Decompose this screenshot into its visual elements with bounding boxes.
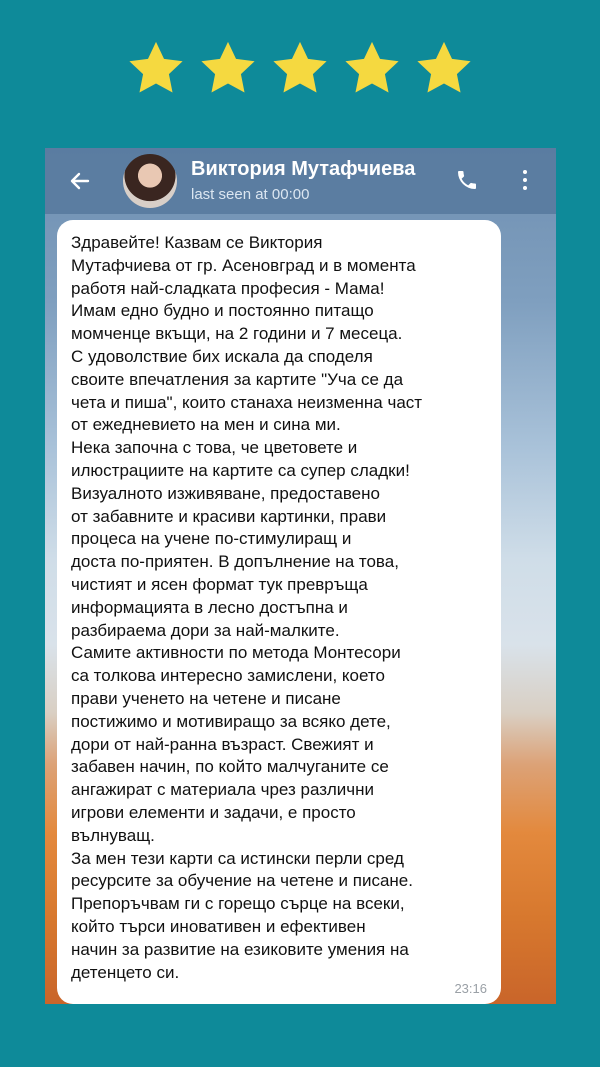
chat-screen <box>45 148 556 1004</box>
star-icon <box>125 38 187 100</box>
message-time: 23:16 <box>454 981 487 996</box>
arrow-left-icon <box>68 169 92 193</box>
rating-stars <box>0 38 600 108</box>
avatar[interactable] <box>123 154 177 208</box>
last-seen-status: last seen at 00:00 <box>191 186 310 203</box>
call-button[interactable] <box>452 165 482 195</box>
star-icon <box>413 38 475 100</box>
contact-name[interactable]: Виктория Мутафчиева <box>191 158 416 180</box>
more-vertical-icon <box>523 186 527 190</box>
phone-icon <box>455 168 479 192</box>
more-vertical-icon <box>523 170 527 174</box>
more-vertical-icon <box>523 178 527 182</box>
back-button[interactable] <box>65 166 95 196</box>
message-text: Здравейте! Казвам се Виктория Мутафчиева от гр. Асеновград и в момента работя най-сладката професия - Мама! Имам едно будно и постоянно питащо момченце вкъщи, на 2 години и 7 месеца. С удоволствие бих искала да споделя своите впечатления за картите "Уча се да чета и пиша", които станаха неизменна част от ежедневието на мен и сина ми. Нека започна с това, че цветовете и илюстрациите на картите са супер сладки! Визуалното изживяване, предоставено от забавните и красиви картинки, прави процеса на учене по-стимулиращ и доста по-приятен. В допълнение на това, чистият и ясен формат тук превръща информацията в лесно достъпна и разбираема дори за най-малките. Самите активности по метода Монтесори са толкова интересно замислени, което прави ученето на четене и писане постижимо и мотивиращо за всяко дете, дори от най-ранна възраст. Свежият и забавен начин, по който малчуганите се ангажират с материала чрез различни игрови елементи и задачи, е просто вълнуващ. За мен тези карти са истински перли сред ресурсите за обучение на четене и писане. Препоръчвам ги с горещо сърце на всеки, който търси иновативен и ефективен начин за развитие на езиковите умения на детенцето си. <box>71 233 423 982</box>
star-icon <box>197 38 259 100</box>
star-icon <box>341 38 403 100</box>
star-icon <box>269 38 331 100</box>
more-options-button[interactable] <box>513 165 537 195</box>
chat-header <box>45 148 556 214</box>
message-bubble[interactable] <box>57 220 501 1004</box>
